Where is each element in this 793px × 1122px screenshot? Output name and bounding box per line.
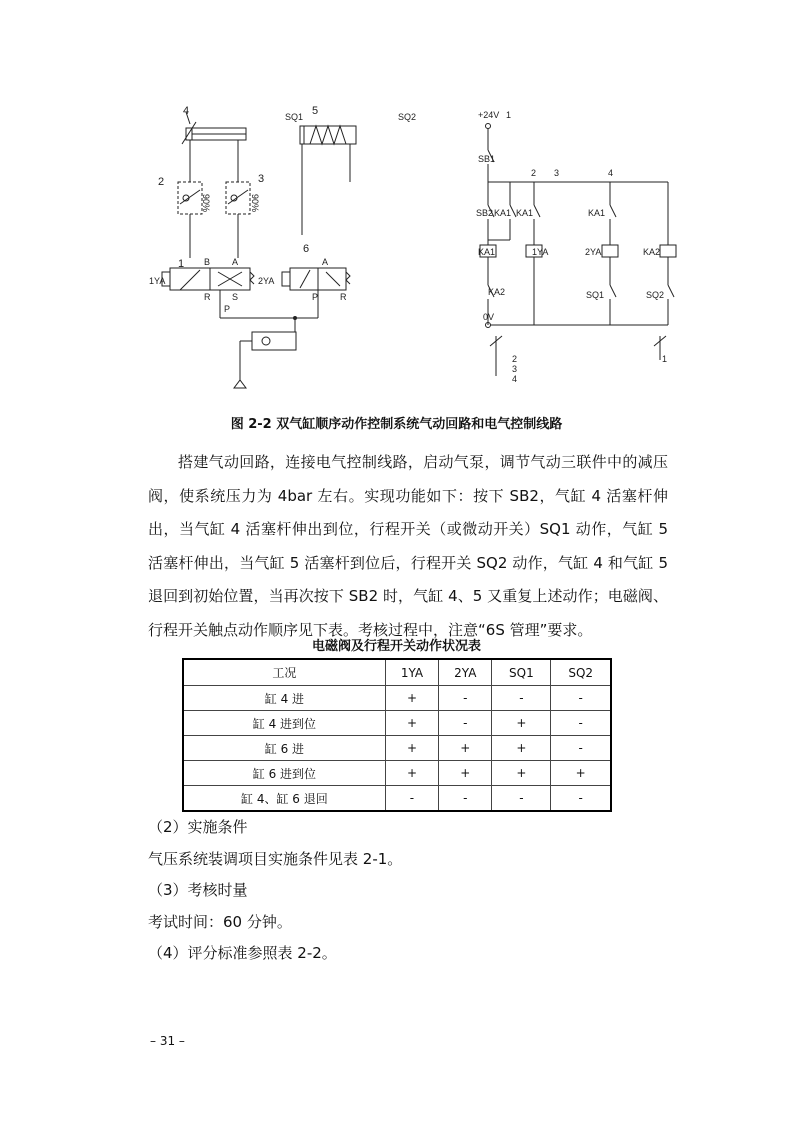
ref-4-label: 4 bbox=[512, 374, 518, 384]
ka1-contact-b-label: KA1 bbox=[516, 208, 534, 218]
table-cell: + bbox=[492, 736, 551, 761]
sq2-contact-label: SQ2 bbox=[646, 290, 665, 300]
table-row bbox=[183, 686, 611, 711]
header-cell: 2YA bbox=[439, 659, 492, 686]
table-cell: - bbox=[551, 736, 611, 761]
table-cell: - bbox=[385, 786, 438, 812]
port-r1-label: R bbox=[204, 292, 211, 302]
table-cell: 缸 4 进到位 bbox=[183, 711, 385, 736]
table-cell: - bbox=[492, 686, 551, 711]
table-cell: - bbox=[492, 786, 551, 812]
ref-2-label: 2 bbox=[512, 354, 518, 364]
table-cell: + bbox=[551, 761, 611, 786]
table-cell: - bbox=[439, 786, 492, 812]
header-cell: 1YA bbox=[385, 659, 438, 686]
table-cell: + bbox=[439, 736, 492, 761]
supply-label: +24V bbox=[478, 110, 500, 120]
circuit-figure bbox=[140, 100, 700, 400]
port-p1-label: P bbox=[224, 304, 231, 314]
flow-valve-3-label: 3 bbox=[258, 173, 265, 185]
port-p2-label: P bbox=[312, 292, 319, 302]
table-cell: - bbox=[439, 711, 492, 736]
sq1-label: SQ1 bbox=[285, 112, 304, 122]
valve-2-coil-label: 2YA bbox=[258, 276, 275, 286]
ka1-contact-c-label: KA1 bbox=[588, 208, 606, 218]
flow-valve-2-percent: 90% bbox=[201, 194, 211, 213]
header-cell: 工况 bbox=[183, 659, 385, 686]
cylinder-4-label: 4 bbox=[183, 105, 190, 117]
column-3-label: 3 bbox=[554, 168, 560, 178]
flow-valve-2-label: 2 bbox=[158, 176, 165, 188]
table-cell: + bbox=[385, 761, 438, 786]
table-cell: + bbox=[439, 761, 492, 786]
valve-6-label: 6 bbox=[303, 243, 310, 255]
header-cell: SQ2 bbox=[551, 659, 611, 686]
table-cell: - bbox=[551, 711, 611, 736]
table-cell: 缸 4 进 bbox=[183, 686, 385, 711]
ka1-contact-a-label: KA1 bbox=[494, 208, 512, 218]
port-a1-label: A bbox=[232, 257, 239, 267]
table-cell: 缸 6 进 bbox=[183, 736, 385, 761]
section-4-heading: （4）评分标准参照表 2-2。 bbox=[148, 944, 337, 962]
port-a2-label: A bbox=[322, 257, 329, 267]
section-2-heading: （2）实施条件 bbox=[148, 818, 248, 836]
column-2-label: 2 bbox=[531, 168, 537, 178]
table-header-row bbox=[183, 659, 611, 686]
sb1-label: SB1 bbox=[478, 154, 496, 164]
1ya-coil-label: 1YA bbox=[532, 247, 549, 257]
ka2-contact-label: KA2 bbox=[488, 287, 506, 297]
2ya-coil-label: 2YA bbox=[585, 247, 602, 257]
sq2-label: SQ2 bbox=[398, 112, 417, 122]
port-r2-label: R bbox=[340, 292, 347, 302]
cylinder-5-label: 5 bbox=[312, 105, 319, 117]
body-paragraph bbox=[148, 446, 668, 648]
column-4-label: 4 bbox=[608, 168, 614, 178]
table-cell: + bbox=[385, 711, 438, 736]
table-row bbox=[183, 711, 611, 736]
port-s-label: S bbox=[232, 292, 239, 302]
figure-caption: 图 2-2 双气缸顺序动作控制系统气动回路和电气控制线路 bbox=[230, 417, 563, 432]
table-cell: 缸 6 进到位 bbox=[183, 761, 385, 786]
zero-volt-label: 0V bbox=[483, 312, 495, 322]
table-cell: - bbox=[439, 686, 492, 711]
ref-3-label: 3 bbox=[512, 364, 518, 374]
flow-valve-3-percent: 90% bbox=[250, 194, 260, 213]
pneumatic-circuit-diagram bbox=[140, 100, 700, 400]
ref-1-label: 1 bbox=[662, 354, 668, 364]
page-number: – 31 – bbox=[150, 1034, 185, 1048]
table-cell: - bbox=[551, 686, 611, 711]
sb2-label: SB2 bbox=[476, 208, 494, 218]
header-cell: SQ1 bbox=[492, 659, 551, 686]
table-cell: + bbox=[385, 686, 438, 711]
section-3-heading: （3）考核时量 bbox=[148, 881, 248, 899]
table-row bbox=[183, 736, 611, 761]
paragraph-text: 搭建气动回路，连接电气控制线路，启动气泵，调节气动三联件中的减压阀，使系统压力为 4bar 左右。实现功能如下：按下 SB2，气缸 4 活塞杆伸出，当气缸 4 活塞杆伸出到位，行程开关（或微动开关）SQ1 动作，气缸 5 活塞杆伸出，当气缸 5 活塞杆到位后，行程开关 SQ2 动作，气缸 4 和气缸 5 退回到初始位置，当再次按下 SB2 时，气缸 4、5 又重复上述动作；电磁阀、行程开关触点动作顺序见下表。考核过程中，注意“6S 管理”要求。 bbox=[148, 453, 668, 639]
table-cell: + bbox=[492, 711, 551, 736]
column-1-label: 1 bbox=[506, 110, 512, 120]
table-row bbox=[183, 786, 611, 812]
table-cell: 缸 4、缸 6 退回 bbox=[183, 786, 385, 812]
valve-1-label: 1 bbox=[178, 258, 185, 270]
port-b-label: B bbox=[204, 257, 211, 267]
table-cell: + bbox=[385, 736, 438, 761]
table-title: 电磁阀及行程开关动作状况表 bbox=[311, 639, 481, 654]
ka2-coil-label: KA2 bbox=[643, 247, 661, 257]
table-row bbox=[183, 761, 611, 786]
table-cell: + bbox=[492, 761, 551, 786]
ka1-coil-label: KA1 bbox=[478, 247, 496, 257]
sq1-contact-label: SQ1 bbox=[586, 290, 605, 300]
status-table bbox=[182, 658, 612, 812]
valve-1-coil-label: 1YA bbox=[149, 276, 166, 286]
section-2-text: 气压系统装调项目实施条件见表 2-1。 bbox=[148, 850, 403, 868]
table-cell: - bbox=[551, 786, 611, 812]
section-3-text: 考试时间：60 分钟。 bbox=[148, 913, 292, 931]
